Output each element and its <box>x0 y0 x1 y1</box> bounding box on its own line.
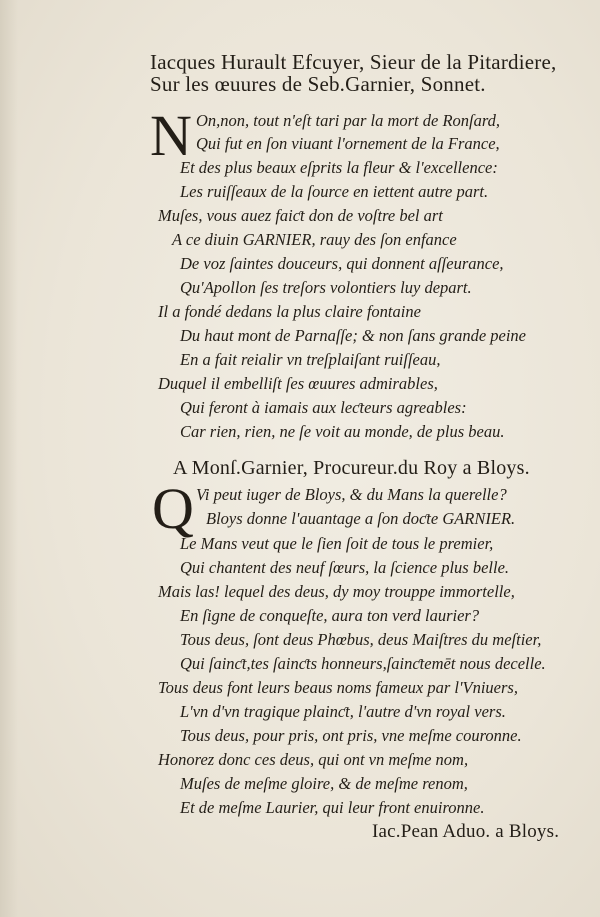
sonnet2-line-10: L'vn d'vn tragique plainƈt, l'autre d'vn royal vers. <box>180 702 506 721</box>
sonnet1-line-6: A ce diuin GARNIER, rauy des ſon enfance <box>172 230 457 249</box>
sonnet2-line-4: Qui chantent des neuf ſœurs, la ſcience plus belle. <box>180 558 510 577</box>
sonnet1-line-4: Les ruiſſeaux de la ſource en iettent autre part. <box>180 182 489 201</box>
sonnet1-line-9: Il a fondé dedans la plus claire fontaine <box>158 302 421 321</box>
sonnet1-line-10: Du haut mont de Parnaſſe; & non ſans grande peine <box>180 326 527 345</box>
sonnet2-line-3: Le Mans veut que le ſien ſoit de tous le premier, <box>180 534 494 553</box>
sonnet2-line-14: Et de meſme Laurier, qui leur front enuironne. <box>180 798 485 817</box>
sonnet2-line-5: Mais las! lequel des deus, dy moy trouppe immortelle, <box>158 582 515 601</box>
heading-line-2: Sur les œuures de Seb.Garnier, Sonnet. <box>150 72 486 96</box>
drop-cap-n: N <box>150 103 192 168</box>
sonnet2-line-7: Tous deus, ſont deus Phœbus, deus Maiſtres du meſtier, <box>180 630 542 649</box>
heading-2: A Monſ.Garnier, Procureur.du Roy a Bloys. <box>173 457 530 479</box>
sonnet1-line-1: On,non, tout n'eſt tari par la mort de Ronſard, <box>196 111 501 130</box>
sonnet1-line-11: En a fait reialir vn treſplaiſant ruiſſeau, <box>180 350 441 369</box>
signature: Iac.Pean Aduo. a Bloys. <box>372 821 560 842</box>
sonnet2-line-2: Bloys donne l'auantage a ſon doƈte GARNIER. <box>206 509 516 528</box>
sonnet1-line-7: De voz ſaintes douceurs, qui donnent aſſeurance, <box>180 254 504 273</box>
sonnet2-line-12: Honorez donc ces deus, qui ont vn meſme nom, <box>158 750 469 769</box>
sonnet2-line-6: En ſigne de conqueſte, aura ton verd laurier? <box>180 606 480 625</box>
sonnet1-line-5: Muſes, vous auez faiƈt don de voſtre bel art <box>158 206 443 225</box>
sonnet1-line-12: Duquel il embelliſt ſes œuures admirables, <box>158 374 438 393</box>
sonnet2-line-13: Muſes de meſme gloire, & de meſme renom, <box>180 774 468 793</box>
drop-cap-q: Q <box>152 476 194 541</box>
sonnet2-line-1: Vi peut iuger de Bloys, & du Mans la querelle? <box>196 485 507 504</box>
heading-line-1: Iacques Hurault Efcuyer, Sieur de la Pitardiere, <box>150 50 557 74</box>
sonnet2-line-8: Qui ſainƈt,tes ſainƈts honneurs,ſainƈtemēt nous decelle. <box>180 654 546 673</box>
page-gutter-shadow <box>0 0 18 917</box>
sonnet1-line-13: Qui feront à iamais aux leƈteurs agreables: <box>180 398 467 417</box>
sonnet1-line-3: Et des plus beaux eſprits la fleur & l'excellence: <box>180 158 498 177</box>
sonnet2-line-11: Tous deus, pour pris, ont pris, vne meſme couronne. <box>180 726 522 745</box>
sonnet1-line-14: Car rien, rien, ne ſe voit au monde, de plus beau. <box>180 422 505 441</box>
sonnet1-line-2: Qui fut en ſon viuant l'ornement de la France, <box>196 134 500 153</box>
sonnet1-line-8: Qu'Apollon ſes treſors volontiers luy depart. <box>180 278 472 297</box>
sonnet2-line-9: Tous deus font leurs beaus noms fameux par l'Vniuers, <box>158 678 518 697</box>
